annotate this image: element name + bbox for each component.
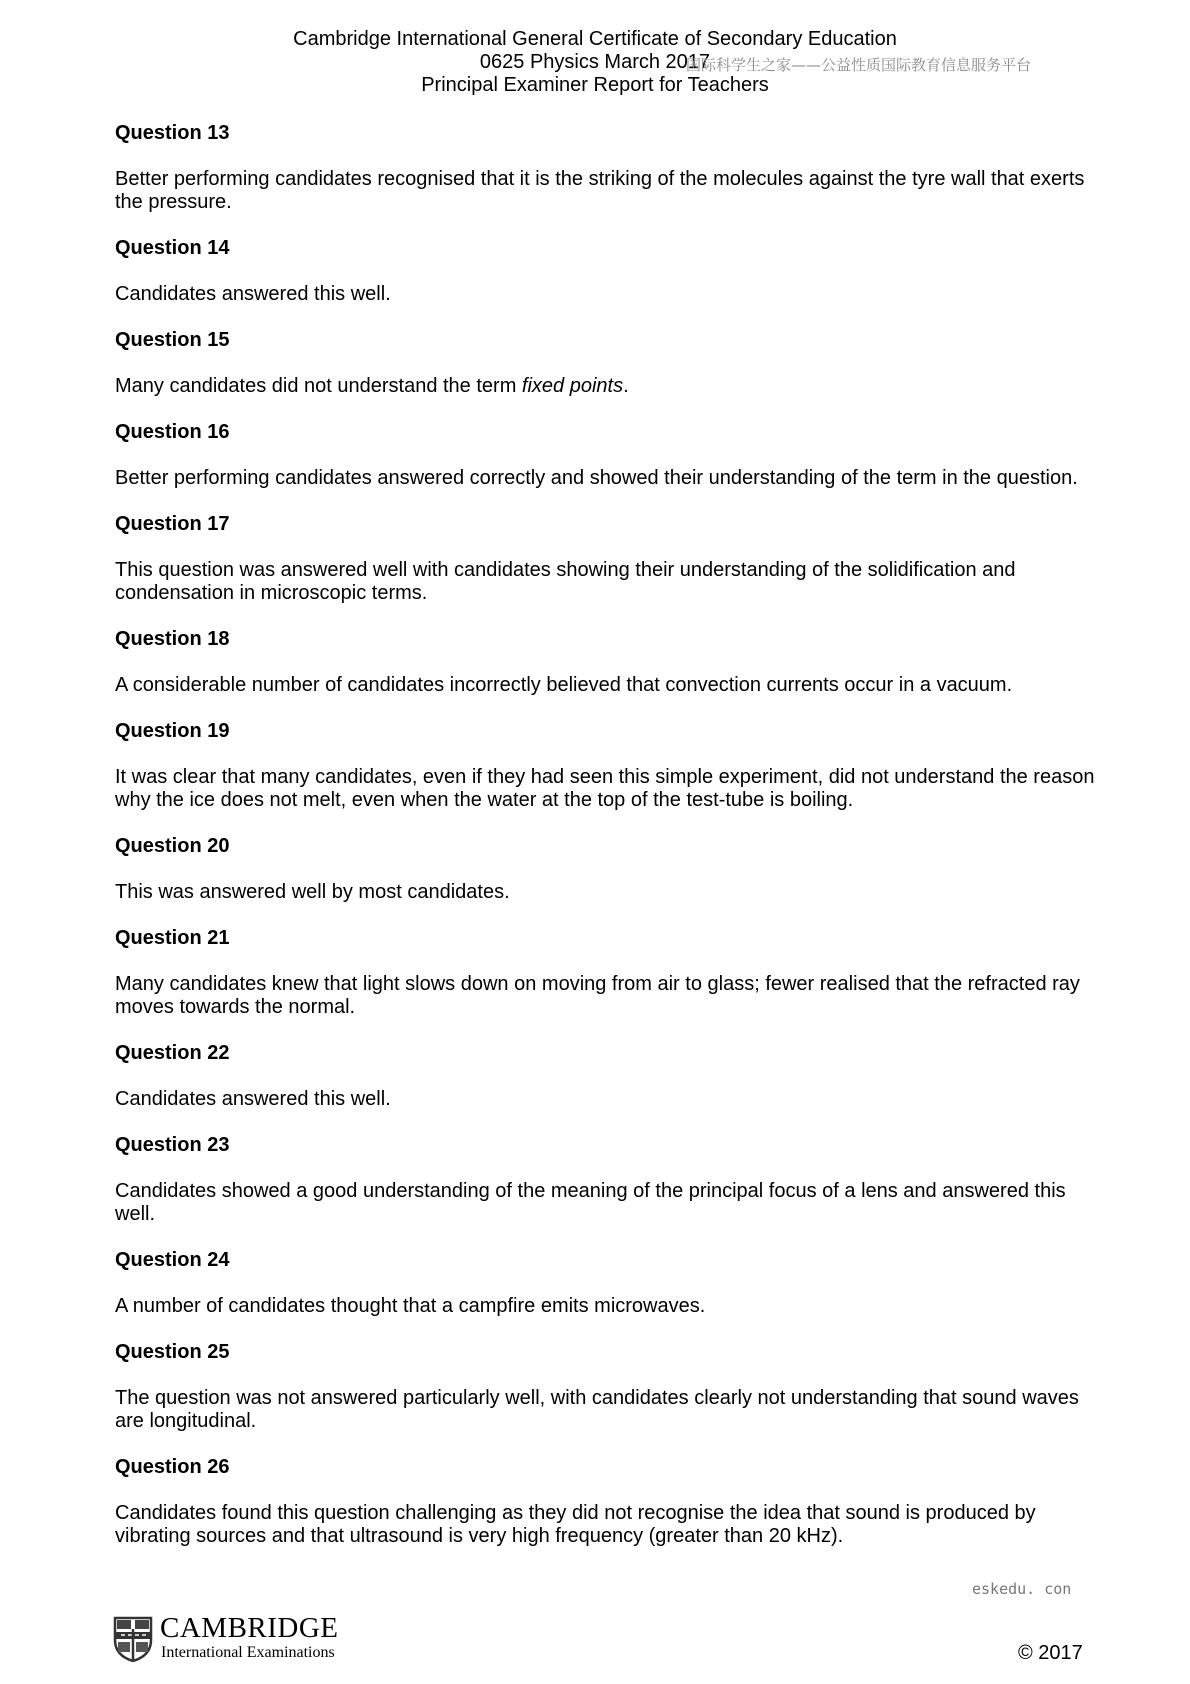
logo-subtitle: International Examinations: [161, 1644, 335, 1661]
question-heading: Question 24: [115, 1249, 230, 1271]
question-26: [115, 1456, 1095, 1548]
question-21: [115, 927, 1095, 1019]
question-16: [115, 421, 1095, 490]
question-heading: Question 15: [115, 329, 230, 351]
question-text-end: .: [623, 375, 629, 397]
question-heading: Question 22: [115, 1042, 230, 1064]
report-content: [115, 122, 1095, 1571]
question-text: The question was not answered particularly well, with candidates clearly not understanding that sound waves are longitudinal.: [115, 1387, 1079, 1432]
question-text: Better performing candidates recognised that it is the striking of the molecules against the tyre wall that exerts the pressure.: [115, 168, 1085, 213]
question-text: Candidates found this question challenging as they did not recognise the idea that sound is produced by vibrating sources and that ultrasound is very high frequency (greater than 20 kHz).: [115, 1502, 1036, 1547]
question-24: [115, 1249, 1095, 1318]
question-heading: Question 25: [115, 1341, 230, 1363]
question-18: [115, 628, 1095, 697]
question-heading: Question 17: [115, 513, 230, 535]
site-watermark: eskedu. con: [972, 1580, 1072, 1598]
question-heading: Question 23: [115, 1134, 230, 1156]
italic-term: fixed points: [521, 375, 624, 397]
question-22: [115, 1042, 1095, 1111]
question-19: [115, 720, 1095, 812]
question-text: Candidates answered this well.: [115, 283, 391, 305]
question-text-start: Many candidates did not understand the term: [115, 375, 522, 397]
question-text: Many candidates knew that light slows down on moving from air to glass; fewer realised that the refracted ray moves towards the normal.: [115, 973, 1080, 1018]
question-heading: Question 20: [115, 835, 230, 857]
question-text: This question was answered well with candidates showing their understanding of the solidification and condensation in microscopic terms.: [115, 559, 1016, 604]
question-14: [115, 237, 1095, 306]
question-text: This was answered well by most candidates.: [115, 881, 510, 903]
question-heading: Question 13: [115, 122, 230, 144]
question-25: [115, 1341, 1095, 1433]
question-15: [115, 329, 1095, 398]
question-text: A number of candidates thought that a campfire emits microwaves.: [115, 1295, 706, 1317]
question-heading: Question 26: [115, 1456, 230, 1478]
logo-title: CAMBRIDGE: [160, 1612, 339, 1644]
question-text: A considerable number of candidates incorrectly believed that convection currents occur in a vacuum.: [115, 674, 1013, 696]
question-text: Candidates answered this well.: [115, 1088, 391, 1110]
header-line-3: Principal Examiner Report for Teachers: [421, 74, 769, 96]
question-20: [115, 835, 1095, 904]
question-text: [115, 375, 1095, 398]
question-heading: Question 14: [115, 237, 230, 259]
watermark-text: 国际科学生之家——公益性质国际教育信息服务平台: [686, 56, 1032, 74]
question-23: [115, 1134, 1095, 1226]
question-text: Better performing candidates answered correctly and showed their understanding of the term in the question.: [115, 467, 1078, 489]
question-13: [115, 122, 1095, 214]
copyright-notice: © 2017: [1018, 1642, 1083, 1664]
question-text: Candidates showed a good understanding of the meaning of the principal focus of a lens and answered this well.: [115, 1180, 1066, 1225]
header-line-1: Cambridge International General Certificate of Secondary Education: [293, 28, 897, 50]
question-heading: Question 21: [115, 927, 230, 949]
question-heading: Question 19: [115, 720, 230, 742]
header-line-2: 0625 Physics March 2017: [479, 51, 711, 73]
question-heading: Question 18: [115, 628, 230, 650]
question-17: [115, 513, 1095, 605]
crest-shield-icon: [113, 1616, 153, 1662]
question-heading: Question 16: [115, 421, 230, 443]
question-text: It was clear that many candidates, even if they had seen this simple experiment, did not understand the reason why the ice does not melt, even when the water at the top of the test-tube is boiling.: [115, 766, 1095, 811]
